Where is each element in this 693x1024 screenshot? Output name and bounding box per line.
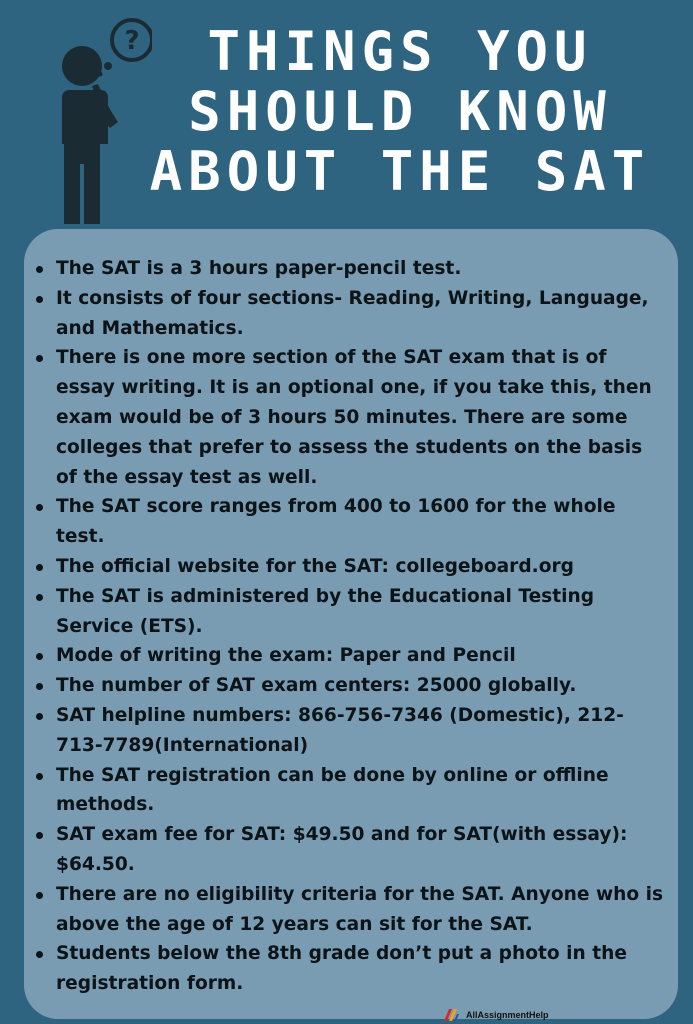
title-line-2: SHOULD KNOW [188, 80, 612, 143]
svg-text:?: ? [124, 26, 140, 56]
list-item: The SAT registration can be done by online or offline methods. [34, 761, 664, 821]
list-item: The official website for the SAT: collegeboard.org [34, 552, 664, 582]
list-item: Mode of writing the exam: Paper and Pencil [34, 641, 664, 671]
title-line-3: ABOUT THE SAT [149, 140, 651, 203]
list-item: The SAT is a 3 hours paper-pencil test. [34, 254, 664, 284]
brand-footer [444, 1008, 549, 1022]
list-item: The SAT score ranges from 400 to 1600 for the whole test. [34, 492, 664, 552]
list-item: SAT exam fee for SAT: $49.50 and for SAT(with essay): $64.50. [34, 820, 664, 880]
facts-list [34, 254, 664, 999]
list-item: There are no eligibility criteria for the SAT. Anyone who is above the age of 12 years can sit for the SAT. [34, 880, 664, 940]
title-line-1: THINGS YOU [207, 20, 593, 83]
list-item: There is one more section of the SAT exam that is of essay writing. It is an optional one, if you take this, then exam would be of 3 hours 50 minutes. There are some colleges that prefer to assess the students on the basis of the essay test as well. [34, 343, 664, 492]
person-thinking-icon [52, 14, 152, 226]
list-item: It consists of four sections- Reading, Writing, Language, and Mathematics. [34, 284, 664, 344]
list-item: The SAT is administered by the Educational Testing Service (ETS). [34, 582, 664, 642]
list-item: SAT helpline numbers: 866-756-7346 (Domestic), 212-713-7789(International) [34, 701, 664, 761]
header [0, 0, 693, 228]
brand-name: AllAssignmentHelp [466, 1010, 549, 1020]
list-item: Students below the 8th grade don’t put a photo in the registration form. [34, 939, 664, 999]
allassignmenthelp-logo-icon [444, 1009, 462, 1021]
page-title [140, 22, 660, 202]
list-item: The number of SAT exam centers: 25000 globally. [34, 671, 664, 701]
